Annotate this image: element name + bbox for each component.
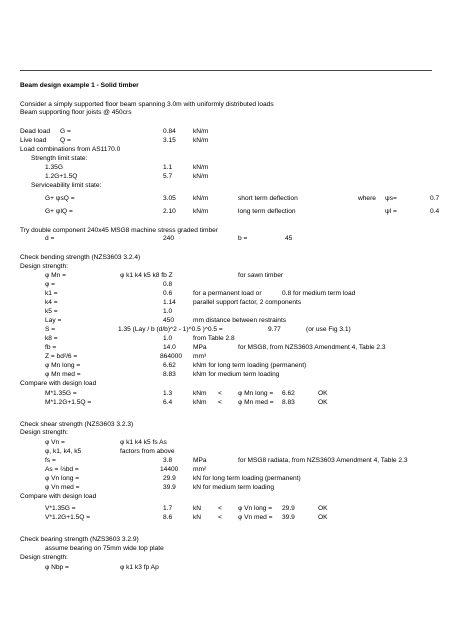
bending-row-a: k8 =	[45, 335, 58, 342]
service-2-desc: long term deflection	[238, 208, 296, 215]
combo-1-value: 1.1	[163, 164, 173, 171]
shear-check-2-capacity-label: φ Vn med =	[238, 514, 273, 521]
bending-row-d: for MSG8, from NZS3603 Amendment 4, Table 2.3	[238, 344, 386, 351]
bending-check-2-lt: <	[218, 399, 222, 406]
bending-check-1-capacity-value: 6.62	[282, 390, 295, 397]
bending-check-1-unit: kNm	[193, 390, 207, 397]
service-2-unit: kN/m	[193, 208, 209, 215]
dead-load-value: 0.84	[163, 128, 176, 135]
dead-load-label: Dead load	[20, 128, 51, 135]
bending-design-strength: Design strength:	[20, 263, 69, 270]
bending-row-b: 1.0	[163, 308, 173, 315]
bending-row-b: 864000	[160, 353, 183, 360]
shear-row-c: kN for long term loading (permanent)	[193, 475, 301, 482]
service-2-label: G+ ψlQ =	[45, 208, 73, 215]
bending-row-a: φ =	[45, 281, 55, 288]
strength-limit-title: Strength limit state:	[31, 155, 88, 162]
bending-row-c: kNm for long term loading (permanent)	[193, 362, 307, 369]
bending-row-b: 14.0	[163, 344, 176, 351]
live-load-value: 3.15	[163, 137, 176, 144]
bending-row-c: from Table 2.8	[193, 335, 235, 342]
bending-row-b: 0.8	[163, 281, 173, 288]
bending-row-c: mm³	[193, 353, 207, 360]
bearing-row-a: φ Nbp =	[45, 564, 69, 571]
bending-check-1-capacity-label: φ Mn long =	[238, 390, 274, 397]
trial-d-label: d =	[45, 235, 55, 242]
shear-row-b: 39.9	[163, 484, 176, 491]
bending-row-b: 0.6	[163, 290, 173, 297]
shear-check-2-label: V*1.2G+1.5Q =	[45, 514, 91, 521]
shear-check-1-value: 1.7	[163, 505, 173, 512]
shear-design-strength: Design strength:	[20, 429, 69, 436]
shear-title: Check shear strength (NZS3603 3.2.3)	[20, 421, 134, 428]
shear-compare: Compare with design load	[20, 493, 97, 500]
shear-check-1-capacity-value: 29.9	[282, 505, 295, 512]
bending-row-b: 8.83	[163, 371, 176, 378]
bending-row-a: S =	[45, 326, 56, 333]
bending-row-b: 450	[163, 317, 175, 324]
shear-row-a: φ Vn =	[45, 439, 65, 446]
combo-2-label: 1.2G+1.5Q	[45, 173, 78, 180]
bending-row-a: k1 =	[45, 290, 58, 297]
bending-row-a: Lay =	[45, 317, 62, 324]
bending-check-2-value: 6.4	[163, 399, 173, 406]
shear-check-1-capacity-label: φ Vn long =	[238, 505, 273, 512]
bending-row-c: for a permanent load or	[193, 290, 262, 297]
trial-b-label: b =	[238, 235, 248, 242]
bending-row-a: φ Mn long =	[45, 362, 81, 369]
bending-check-1-ok: OK	[318, 390, 328, 397]
combo-1-unit: kN/m	[193, 164, 209, 171]
shear-row-a: φ Vn med =	[45, 484, 80, 491]
bending-row-a: k4 =	[45, 299, 58, 306]
combo-2-unit: kN/m	[193, 173, 209, 180]
header-rule	[20, 70, 432, 71]
shear-row-b: factors from above	[120, 448, 175, 455]
bearing-assumption: assume bearing on 75mm wide top plate	[45, 545, 164, 552]
shear-check-1-unit: kN	[193, 505, 202, 512]
bearing-design-strength: Design strength:	[20, 554, 69, 561]
intro-line-1: Consider a simply supported floor beam spanning 3.0m with uniformly distributed loads	[20, 101, 274, 108]
service-1-label: G+ ψsQ =	[45, 195, 75, 202]
bending-row-b: φ k1 k4 k5 k8 fb Z	[120, 272, 173, 279]
live-load-symbol: Q =	[60, 137, 71, 144]
bending-check-2-label: M*1.2G+1.5Q =	[45, 399, 92, 406]
bending-row-c: mm distance between restraints	[193, 317, 287, 324]
shear-row-a: fs =	[45, 457, 56, 464]
page-title: Beam design example 1 - Solid timber	[20, 82, 139, 89]
bending-check-2-unit: kNm	[193, 399, 207, 406]
bending-row-c: MPa	[193, 344, 207, 351]
service-1-value: 3.05	[163, 195, 176, 202]
bending-title: Check bending strength (NZS3603 3.2.4)	[20, 254, 141, 261]
dead-load-symbol: G =	[60, 128, 71, 135]
service-1-unit: kN/m	[193, 195, 209, 202]
bending-check-1-lt: <	[218, 390, 222, 397]
load-combinations-title: Load combinations from AS1170.0	[20, 146, 121, 153]
bending-row-b: 1.35 (Lay / b (d/b)^2 - 1)^0.5 )^0.5 =	[118, 326, 223, 333]
combo-2-value: 5.7	[163, 173, 173, 180]
live-load-label: Live load	[20, 137, 47, 144]
service-1-desc: short term deflection	[238, 195, 298, 202]
service-1-psi-value: 0.7	[430, 195, 440, 202]
bending-row-c: 9.77	[268, 326, 281, 333]
shear-check-2-unit: kN	[193, 514, 202, 521]
shear-row-b: 29.9	[163, 475, 176, 482]
shear-row-c: mm²	[193, 466, 207, 473]
shear-check-2-capacity-value: 39.9	[282, 514, 295, 521]
bending-row-b: 1.0	[163, 335, 173, 342]
bending-row-b: 1.14	[163, 299, 176, 306]
service-2-value: 2.10	[163, 208, 176, 215]
trial-title: Try double component 240x45 MSG8 machine stress graded timber	[20, 227, 219, 234]
bending-row-c: kNm for medium term loading	[193, 371, 280, 378]
bending-row-c: parallel support factor, 2 components	[193, 299, 302, 306]
bending-row-a: fb =	[45, 344, 57, 351]
shear-row-b: φ k1 k4 k5 fs As	[120, 439, 167, 446]
trial-b-value: 45	[285, 235, 293, 242]
combo-1-label: 1.35G	[45, 164, 63, 171]
shear-row-c: MPa	[193, 457, 207, 464]
bending-row-d: (or use Fig 3.1)	[306, 326, 351, 333]
bending-row-a: Z = bd²/6 =	[45, 353, 78, 360]
shear-check-1-ok: OK	[318, 505, 328, 512]
bending-row-c: for sawn timber	[238, 272, 284, 279]
shear-check-1-lt: <	[218, 505, 222, 512]
shear-row-a: φ, k1, k4, k5	[45, 448, 82, 455]
bending-row-a: φ Mn med =	[45, 371, 81, 378]
service-1-psi: ψs=	[385, 195, 397, 202]
live-load-unit: kN/m	[193, 137, 209, 144]
shear-row-b: 3.8	[163, 457, 173, 464]
bending-check-1-value: 1.3	[163, 390, 173, 397]
bending-check-2-capacity-label: φ Mn med =	[238, 399, 274, 406]
bending-check-1-label: M*1.35G =	[45, 390, 77, 397]
shear-row-d: for MSG8 radiata, from NZS3603 Amendment 4, Table 2.3	[238, 457, 408, 464]
bearing-title: Check bearing strength (NZS3603 3.2.9)	[20, 536, 139, 543]
bending-row-b: 6.62	[163, 362, 176, 369]
shear-row-a: φ Vn long =	[45, 475, 80, 482]
bending-row-a: k5 =	[45, 308, 58, 315]
shear-check-1-label: V*1.35G =	[45, 505, 76, 512]
service-2-psi-value: 0.4	[430, 208, 440, 215]
dead-load-unit: kN/m	[193, 128, 209, 135]
shear-check-2-ok: OK	[318, 514, 328, 521]
bending-check-2-ok: OK	[318, 399, 328, 406]
shear-row-c: kN for medium term loading	[193, 484, 274, 491]
shear-check-2-lt: <	[218, 514, 222, 521]
service-1-where: where	[358, 195, 376, 202]
bending-row-d: 0.8 for medium term load	[282, 290, 356, 297]
bending-row-a: φ Mn =	[45, 272, 66, 279]
bending-check-2-capacity-value: 8.83	[282, 399, 295, 406]
bearing-row-b: φ k1 k3 fp Ap	[120, 564, 159, 571]
bending-compare: Compare with design load	[20, 380, 97, 387]
trial-d-value: 240	[163, 235, 175, 242]
shear-check-2-value: 8.6	[163, 514, 173, 521]
shear-row-b: 14400	[160, 466, 179, 473]
intro-line-2: Beam supporting floor joists @ 450crs	[20, 109, 132, 116]
service-2-psi: ψl =	[385, 208, 397, 215]
serviceability-title: Serviceability limit state:	[31, 182, 102, 189]
shear-row-a: As = ⅔bd =	[45, 466, 79, 473]
